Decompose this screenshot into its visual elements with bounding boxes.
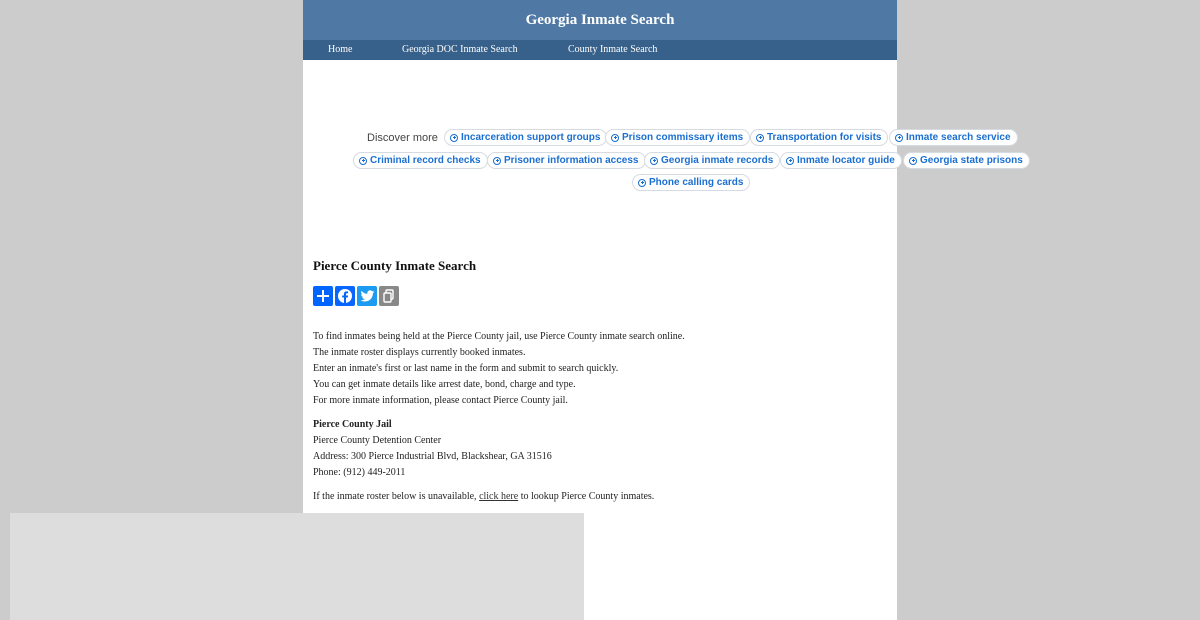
copy-link-icon[interactable] <box>379 286 399 306</box>
chip-label: Inmate search service <box>906 132 1011 143</box>
chip-phone-calling-cards[interactable] <box>632 174 750 191</box>
site-header <box>303 0 897 40</box>
chip-label: Georgia inmate records <box>661 155 774 166</box>
chip-label: Phone calling cards <box>649 177 744 188</box>
chip-label: Prison commissary items <box>622 132 744 143</box>
jail-address: Address: 300 Pierce Industrial Blvd, Blackshear, GA 31516 <box>313 451 552 462</box>
plus-circle-icon <box>786 157 794 165</box>
lookup-text-after: to lookup Pierce County inmates. <box>518 491 655 502</box>
chip-label: Transportation for visits <box>767 132 882 143</box>
jail-info <box>313 417 552 481</box>
intro-line: Enter an inmate's first or last name in the form and submit to search quickly. <box>313 363 619 374</box>
lookup-text-before: If the inmate roster below is unavailable, <box>313 491 480 502</box>
chip-inmate-locator[interactable] <box>780 152 902 169</box>
plus-circle-icon <box>756 134 764 142</box>
plus-circle-icon <box>450 134 458 142</box>
chip-label: Criminal record checks <box>370 155 481 166</box>
chip-transportation-visits[interactable] <box>750 129 888 146</box>
chip-prison-commissary[interactable] <box>605 129 750 146</box>
plus-circle-icon <box>611 134 619 142</box>
share-bar <box>313 286 399 306</box>
nav-item-home[interactable]: Home <box>328 44 353 55</box>
intro-paragraph <box>313 329 685 409</box>
chip-label: Georgia state prisons <box>920 155 1023 166</box>
top-nav <box>303 40 897 60</box>
jail-phone: Phone: (912) 449-2011 <box>313 467 406 478</box>
nav-item-georgia-doc[interactable]: Georgia DOC Inmate Search <box>402 44 518 55</box>
inmate-roster-frame[interactable] <box>10 513 584 620</box>
plus-circle-icon <box>895 134 903 142</box>
page-title: Pierce County Inmate Search <box>313 258 477 273</box>
add-share-icon[interactable] <box>313 286 333 306</box>
twitter-icon[interactable] <box>357 286 377 306</box>
chip-label: Prisoner information access <box>504 155 639 166</box>
plus-circle-icon <box>638 179 646 187</box>
chip-prisoner-info[interactable] <box>487 152 646 169</box>
plus-circle-icon <box>909 157 917 165</box>
plus-circle-icon <box>359 157 367 165</box>
chip-criminal-record[interactable] <box>353 152 488 169</box>
plus-circle-icon <box>650 157 658 165</box>
site-title[interactable]: Georgia Inmate Search <box>525 11 675 28</box>
chip-label: Inmate locator guide <box>797 155 895 166</box>
plus-circle-icon <box>493 157 501 165</box>
click-here-link[interactable]: click here <box>479 491 519 502</box>
lookup-line <box>313 489 654 505</box>
facebook-icon[interactable] <box>335 286 355 306</box>
chip-label: Incarceration support groups <box>461 132 601 143</box>
intro-line: For more inmate information, please contact Pierce County jail. <box>313 395 568 406</box>
jail-name: Pierce County Jail <box>313 419 392 430</box>
discover-more-label: Discover more <box>367 132 438 144</box>
jail-facility: Pierce County Detention Center <box>313 435 442 446</box>
nav-item-county-search[interactable]: County Inmate Search <box>568 44 658 55</box>
intro-line: The inmate roster displays currently booked inmates. <box>313 347 526 358</box>
chip-georgia-inmate-records[interactable] <box>644 152 780 169</box>
chip-inmate-search-service[interactable] <box>889 129 1018 146</box>
chip-georgia-state-prisons[interactable] <box>903 152 1030 169</box>
chip-incarceration-support[interactable] <box>444 129 607 146</box>
intro-line: You can get inmate details like arrest date, bond, charge and type. <box>313 379 576 390</box>
intro-line: To find inmates being held at the Pierce County jail, use Pierce County inmate search online. <box>313 331 685 342</box>
